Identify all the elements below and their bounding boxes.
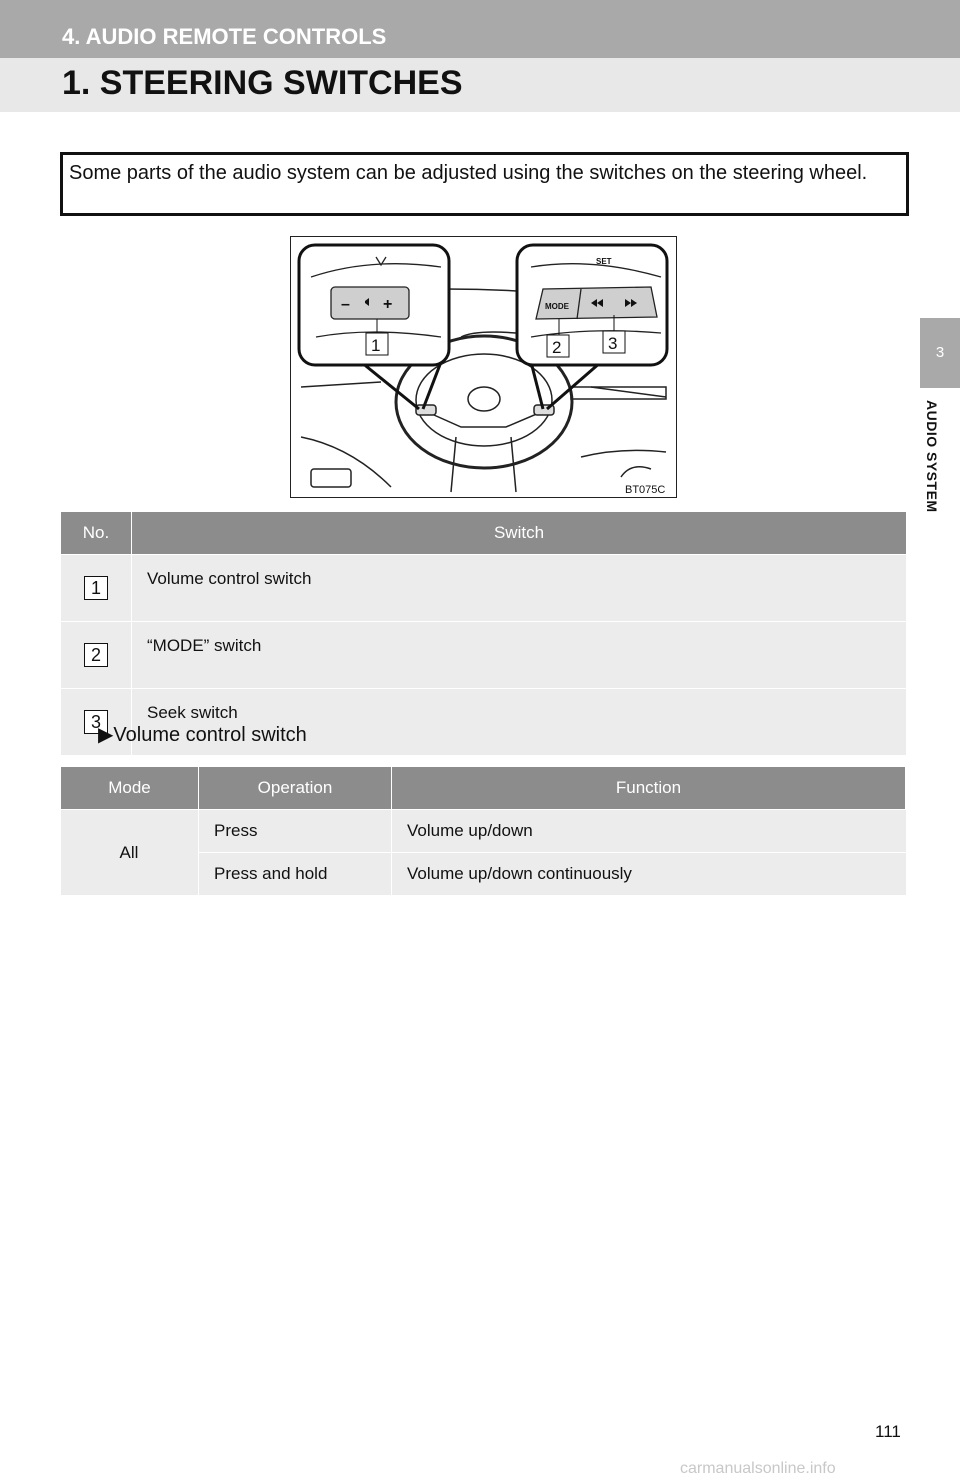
volume-table xyxy=(61,767,906,895)
page-title: 1. STEERING SWITCHES xyxy=(62,64,463,102)
svg-text:–: – xyxy=(341,296,350,313)
triangle-bullet-icon: ▶ xyxy=(98,724,114,746)
chapter-tab: 3 xyxy=(920,318,960,388)
volume-heading-text: Volume control switch xyxy=(113,724,307,746)
title-header xyxy=(0,58,960,112)
chapter-label: AUDIO SYSTEM xyxy=(924,400,940,513)
operation-cell: Press xyxy=(199,810,392,853)
volume-section-heading xyxy=(98,722,307,747)
switch-name: “MODE” switch xyxy=(132,622,907,689)
table-row xyxy=(61,810,906,853)
function-cell: Volume up/down xyxy=(392,810,906,853)
section-header xyxy=(0,0,960,58)
callout-2: 2 xyxy=(552,338,562,357)
function-cell: Volume up/down continuously xyxy=(392,853,906,896)
volume-table-header xyxy=(61,767,906,810)
switch-name: Seek switch xyxy=(132,689,907,756)
number-box: 2 xyxy=(84,643,108,667)
switch-name: Volume control switch xyxy=(132,555,907,622)
figure-code: BT075C xyxy=(625,484,666,496)
header-no: No. xyxy=(61,512,132,555)
callout-1: 1 xyxy=(371,336,381,355)
mode-cell: All xyxy=(61,810,199,896)
mode-label: MODE xyxy=(545,302,569,311)
steering-switch-diagram xyxy=(291,237,676,497)
header-switch: Switch xyxy=(132,512,907,555)
operation-cell: Press and hold xyxy=(199,853,392,896)
svg-text:+: + xyxy=(383,296,393,313)
table-row xyxy=(61,555,906,622)
page-number: 111 xyxy=(875,1422,901,1441)
right-switch-inset xyxy=(517,245,667,365)
header-function: Function xyxy=(392,767,906,810)
section-title: 4. AUDIO REMOTE CONTROLS xyxy=(62,24,387,49)
table-row xyxy=(61,622,906,689)
header-mode: Mode xyxy=(61,767,199,810)
header-operation: Operation xyxy=(199,767,392,810)
number-box: 3 xyxy=(84,710,108,734)
number-box: 1 xyxy=(84,576,108,600)
watermark: carmanualsonline.info xyxy=(680,1460,836,1477)
left-switch-inset xyxy=(299,245,449,365)
set-label: SET xyxy=(596,257,612,266)
callout-3: 3 xyxy=(608,334,618,353)
intro-box: Some parts of the audio system can be adjusted using the switches on the steering wheel. xyxy=(60,152,909,216)
switch-table xyxy=(61,512,906,755)
switch-table-header xyxy=(61,512,906,555)
steering-wheel-illustration xyxy=(290,236,677,498)
